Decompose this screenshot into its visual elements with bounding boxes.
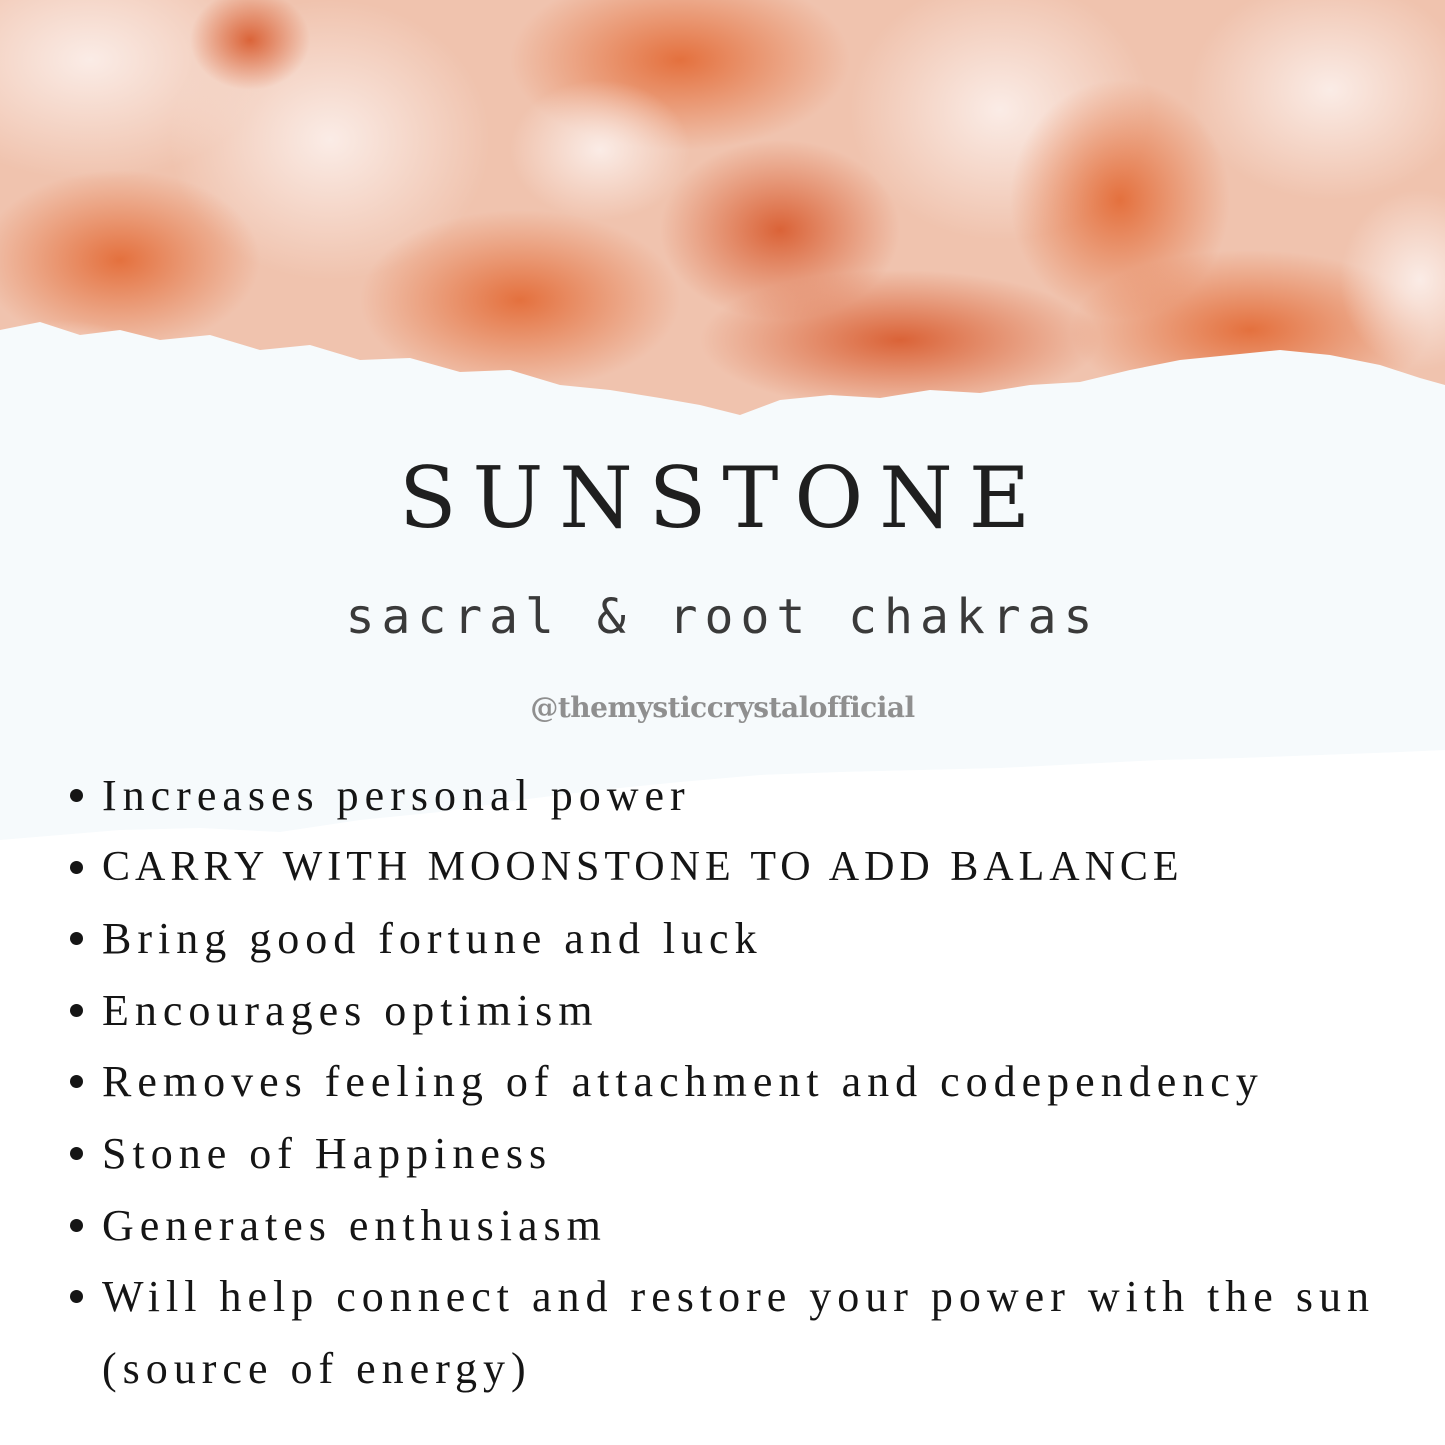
benefit-text: Generates enthusiasm — [102, 1200, 607, 1250]
list-item — [62, 1118, 1422, 1190]
list-item — [62, 760, 1422, 832]
benefit-text: Stone of Happiness — [102, 1128, 553, 1178]
benefit-text: Encourages optimism — [102, 985, 599, 1035]
bullet-icon — [70, 932, 83, 945]
bullet-icon — [70, 1004, 83, 1017]
benefit-text: CARRY WITH MOONSTONE TO ADD BALANCE — [102, 843, 1184, 890]
benefits-list — [62, 760, 1422, 1404]
list-item — [62, 903, 1422, 975]
list-item — [62, 1261, 1422, 1404]
benefit-text: Increases personal power — [102, 771, 691, 820]
social-handle: @themysticcrystalofficial — [530, 691, 915, 724]
bullet-icon — [70, 1219, 83, 1232]
bullet-icon — [70, 1290, 83, 1303]
chakra-subtitle: sacral & root chakras — [345, 589, 1100, 645]
list-item — [62, 1190, 1422, 1262]
list-item — [62, 975, 1422, 1047]
benefit-text: Removes feeling of attachment and codependency — [102, 1057, 1264, 1107]
list-item — [62, 1046, 1422, 1118]
bullet-icon — [70, 1147, 83, 1160]
bullet-icon — [70, 861, 83, 874]
bullet-icon — [70, 1075, 83, 1088]
list-item — [62, 832, 1422, 904]
page-title: SUNSTONE — [398, 449, 1047, 547]
bullet-icon — [70, 789, 83, 802]
benefit-text: Bring good fortune and luck — [102, 914, 763, 964]
benefit-text: Will help connect and restore your power with the sun (source of energy) — [102, 1272, 1375, 1393]
